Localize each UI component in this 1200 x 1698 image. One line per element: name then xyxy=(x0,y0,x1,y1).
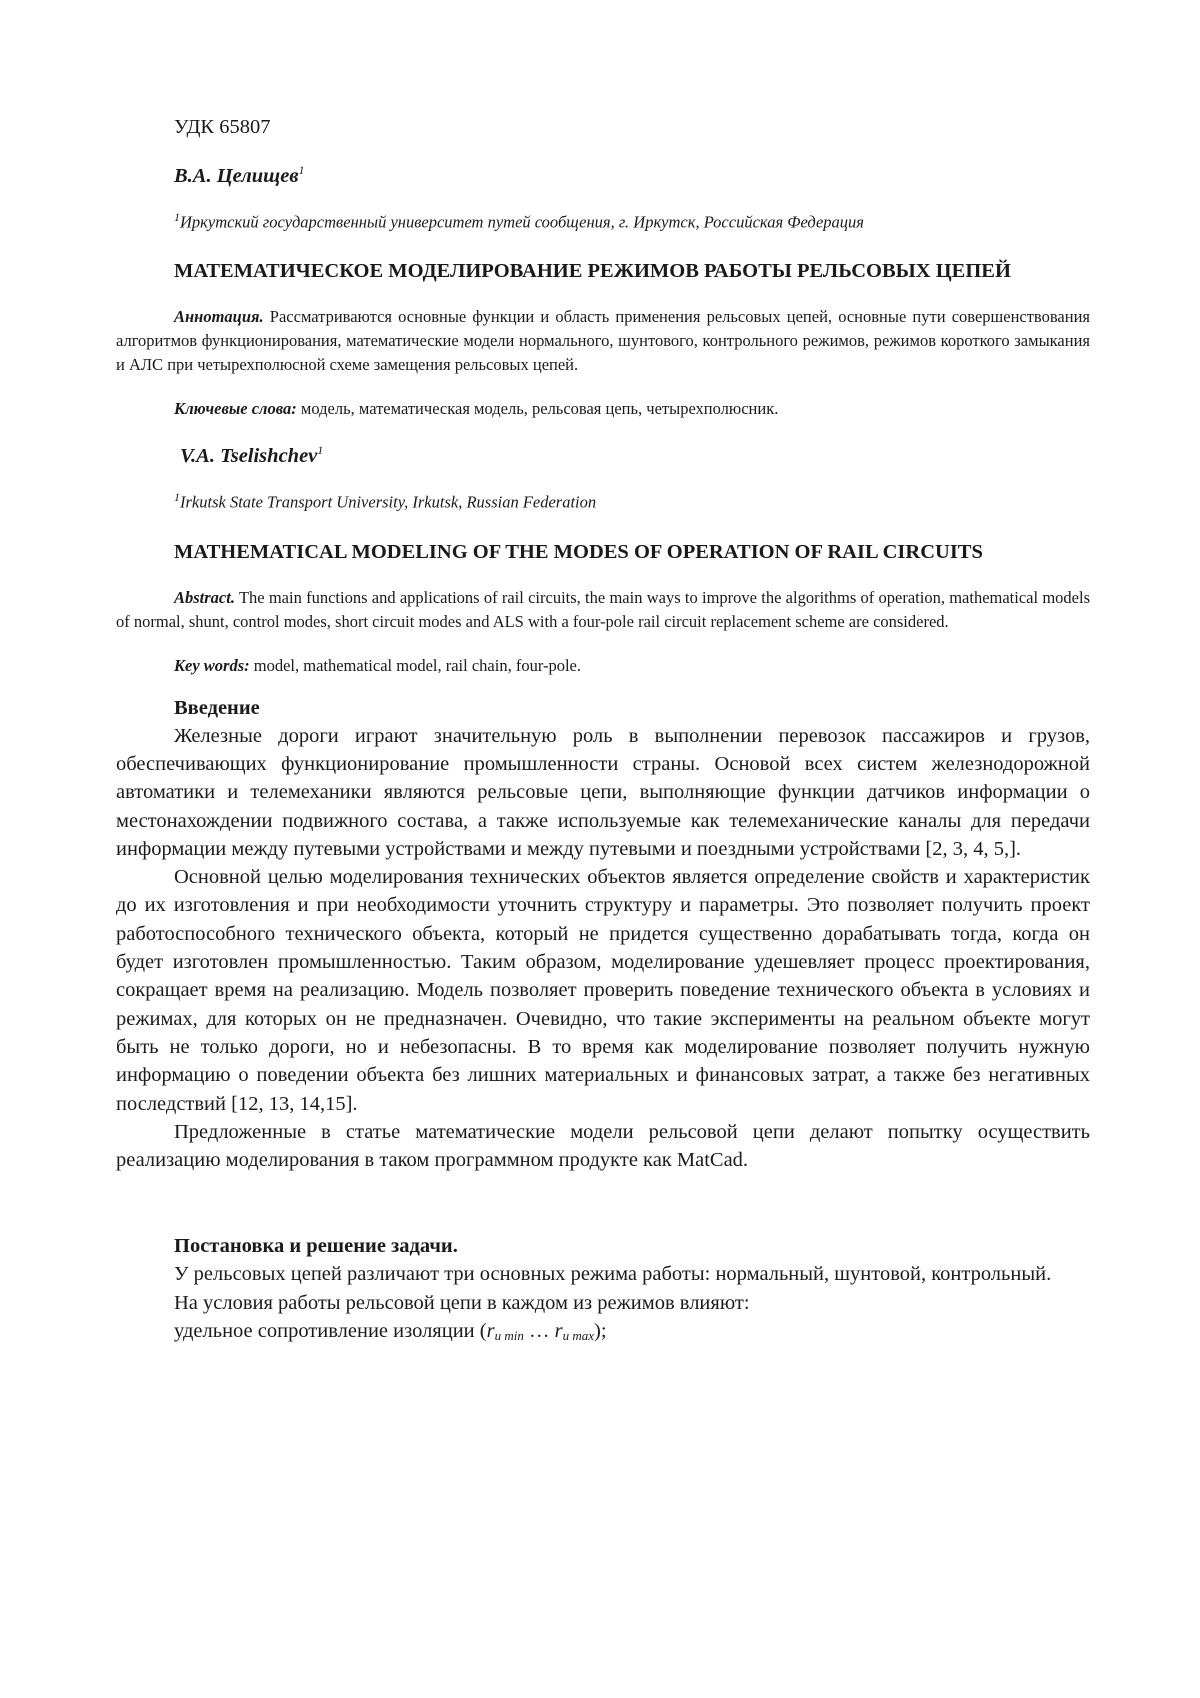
affiliation-ru: 1Иркутский государственный университет путей сообщения, г. Иркутск, Российская Федерация xyxy=(174,210,1090,233)
intro-paragraph: Железные дороги играют значительную роль в выполнении перевозок пассажиров и грузов, обеспечивающих функционирование промышленности страны. Основой всех систем железнодорожной автоматики и телемеханики являются рельсовые цепи, выполняющие функции датчиков информации о местонахождении подвижного состава, а также используемые как телемеханические каналы для передачи информации между путевыми устройствами и между путевыми и поездными устройствами [2, 3, 4, 5,]. xyxy=(116,722,1090,863)
title-en: MATHEMATICAL MODELING OF THE MODES OF OPERATION OF RAIL CIRCUITS xyxy=(116,539,1090,566)
section-heading-problem: Постановка и решение задачи. xyxy=(174,1232,1090,1260)
author-ru: В.А. Целищев1 xyxy=(174,163,1090,188)
intro-paragraph: Предложенные в статье математические модели рельсовой цепи делают попытку осуществить реализацию моделирования в таком программном продукте как MatCad. xyxy=(116,1118,1090,1175)
section-heading-intro: Введение xyxy=(174,694,1090,722)
udk-code: УДК 65807 xyxy=(174,116,1090,139)
abstract-en: Abstract. The main functions and applications of rail circuits, the main ways to improve the algorithms of operation, mathematical models of normal, shunt, control modes, short circuit modes and ALS with a four-pole rail circuit replacement scheme are considered. xyxy=(116,586,1090,634)
title-ru: МАТЕМАТИЧЕСКОЕ МОДЕЛИРОВАНИЕ РЕЖИМОВ РАБОТЫ РЕЛЬСОВЫХ ЦЕПЕЙ xyxy=(116,258,1090,285)
affiliation-en: 1Irkutsk State Transport University, Irkutsk, Russian Federation xyxy=(174,490,1090,513)
page-content xyxy=(116,110,1090,1350)
problem-formula-line: удельное сопротивление изоляции (ru min … ru max); xyxy=(116,1317,1090,1350)
keywords-ru: Ключевые слова: модель, математическая модель, рельсовая цепь, четырехполюсник. xyxy=(174,399,1090,419)
problem-paragraph: На условия работы рельсовой цепи в каждом из режимов влияют: xyxy=(116,1289,1090,1317)
abstract-ru: Аннотация. Рассматриваются основные функции и область применения рельсовых цепей, основные пути совершенствования алгоритмов функционирования, математические модели нормального, шунтового, контрольного режимов, режимов короткого замыкания и АЛС при четырехполюсной схеме замещения рельсовых цепей. xyxy=(116,305,1090,377)
keywords-en: Key words: model, mathematical model, rail chain, four-pole. xyxy=(174,656,1090,676)
intro-paragraph: Основной целью моделирования технических объектов является определение свойств и характеристик до их изготовления и при необходимости уточнить структуру и параметры. Это позволяет получить проект работоспособного технического объекта, который не придется существенно дорабатывать тогда, когда он будет изготовлен промышленностью. Таким образом, моделирование удешевляет процесс проектирования, сокращает время на реализацию. Модель позволяет проверить поведение технического объекта в условиях и режимах, для которых он не предназначен. Очевидно, что такие эксперименты на реальном объекте могут быть не только дороги, но и небезопасны. В то время как моделирование позволяет получить нужную информацию о поведении объекта без лишних материальных и финансовых затрат, а также без негативных последствий [12, 13, 14,15]. xyxy=(116,863,1090,1118)
problem-paragraph: У рельсовых цепей различают три основных режима работы: нормальный, шунтовой, контрольный. xyxy=(116,1260,1090,1288)
author-en: V.A. Tselishchev1 xyxy=(180,443,1090,468)
